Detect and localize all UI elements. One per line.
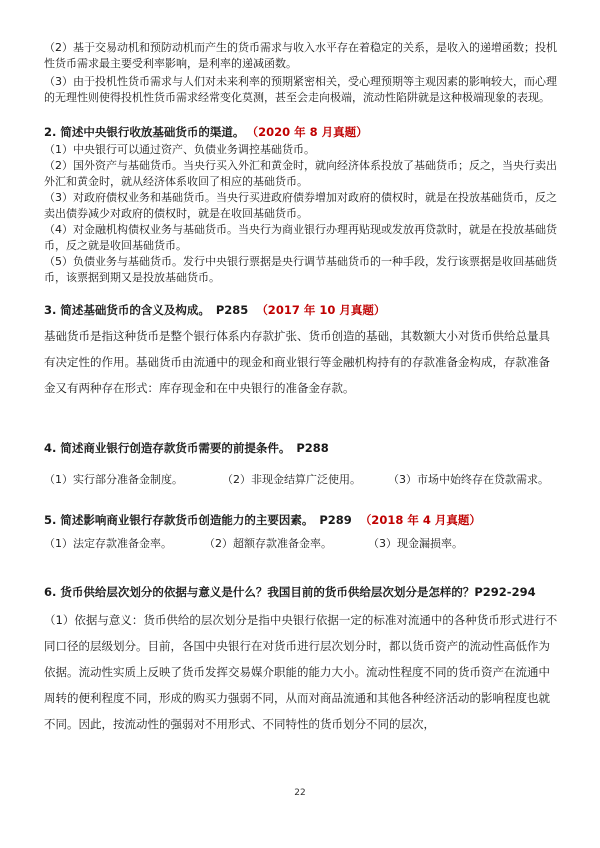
question-3-exam-tag: （2017 年 10 月真题） (256, 303, 386, 317)
question-5-exam-tag: （2018 年 4 月真题） (359, 513, 481, 527)
question-4-option-2: （2）非现金结算广泛使用。 (222, 473, 361, 486)
question-3-answer: 基础货币是指这种货币是整个银行体系内存款扩张、货币创造的基础，其数额大小对货币供给总量具有决定性的作用。基础货币由流通中的现金和商业银行等金融机构持有的存款准备金构成，存款准备金又有两种存在形式：库存现金和在中央银行的准备金存款。 (44, 329, 550, 395)
page-number: 22 (294, 788, 306, 798)
question-5-option-2: （2）超额存款准备金率。 (204, 537, 332, 550)
question-2-item-3: （3）对政府债权业务和基础货币。当央行买进政府债券增加对政府的债权时，就是在投放基础货币，反之卖出债券减少对政府的债权时，就是在收回基础货币。 (44, 191, 557, 220)
question-5-heading (44, 512, 574, 528)
question-5-title: 5. 简述影响商业银行存款货币创造能力的主要因素。 (44, 513, 314, 527)
question-3-title: 3. 简述基础货币的含义及构成。 (44, 303, 210, 317)
question-4-title: 4. 简述商业银行创造存款货币需要的前提条件。 (44, 441, 291, 455)
question-2-item-5: （5）负债业务与基础货币。发行中央银行票据是央行调节基础货币的一种手段，发行该票据是收回基础货币，该票据到期又是投放基础货币。 (44, 255, 557, 284)
question-4-option-3: （3）市场中始终存在贷款需求。 (388, 473, 549, 486)
question-2-exam-tag: （2020 年 8 月真题） (252, 125, 368, 139)
question-6-answer: （1）依据与意义：货币供给的层次划分是指中央银行依据一定的标准对流通中的各种货币形式进行不同口径的层级划分。目前，各国中央银行在对货币进行层次划分时，都以货币资产的流动性高低作为依据。流动性实质上反映了货币发挥交易媒介职能的能力大小。流动性程度不同的货币资产在流通中周转的便利程度不同，形成的购买力强弱不同，从而对商品流通和其他各种经济活动的影响程度也就不同。因此，按流动性的强弱对不用形式、不同特性的货币划分不同的层次， (44, 613, 558, 731)
paragraph-demand-function: （2）基于交易动机和预防动机而产生的货币需求与收入水平存在着稳定的关系，是收入的递增函数；投机性货币需求最主要受利率影响，是利率的递减函数。 (44, 41, 557, 70)
paragraph-speculative-demand: （3）由于投机性货币需求与人们对未来利率的预期紧密相关，受心理预期等主观因素的影响较大，而心理的无理性则使得投机性货币需求经常变化莫测，甚至会走向极端，流动性陷阱就是这种极端现象的表现。 (44, 75, 557, 104)
question-3-page-ref: P285 (215, 303, 249, 317)
question-2-item-2: （2）国外资产与基础货币。当央行买入外汇和黄金时，就向经济体系投放了基础货币；反之，当央行卖出外汇和黄金时，就从经济体系收回了相应的基础货币。 (44, 159, 557, 188)
question-5-option-3: （3）现金漏损率。 (368, 537, 463, 550)
question-6-title: 6. 货币供给层次划分的依据与意义是什么？我国目前的货币供给层次划分是怎样的？P292-294 (44, 585, 536, 599)
question-3-heading (44, 302, 574, 318)
question-6-heading (44, 584, 574, 600)
question-4-page-ref: P288 (296, 441, 329, 455)
question-4-heading (44, 440, 574, 456)
question-5-option-1: （1）法定存款准备金率。 (44, 537, 172, 550)
question-2-heading (44, 124, 574, 140)
question-2-item-1: （1）中央银行可以通过资产、负债业务调控基础货币。 (44, 143, 315, 156)
question-5-page-ref: P289 (319, 513, 352, 527)
question-4-option-1: （1）实行部分准备金制度。 (44, 473, 183, 486)
question-2-item-4: （4）对金融机构债权业务与基础货币。当央行为商业银行办理再贴现或发放再贷款时，就是在投放基础货币，反之就是收回基础货币。 (44, 223, 557, 252)
question-2-title: 2. 简述中央银行收放基础货币的渠道。 (44, 125, 245, 139)
